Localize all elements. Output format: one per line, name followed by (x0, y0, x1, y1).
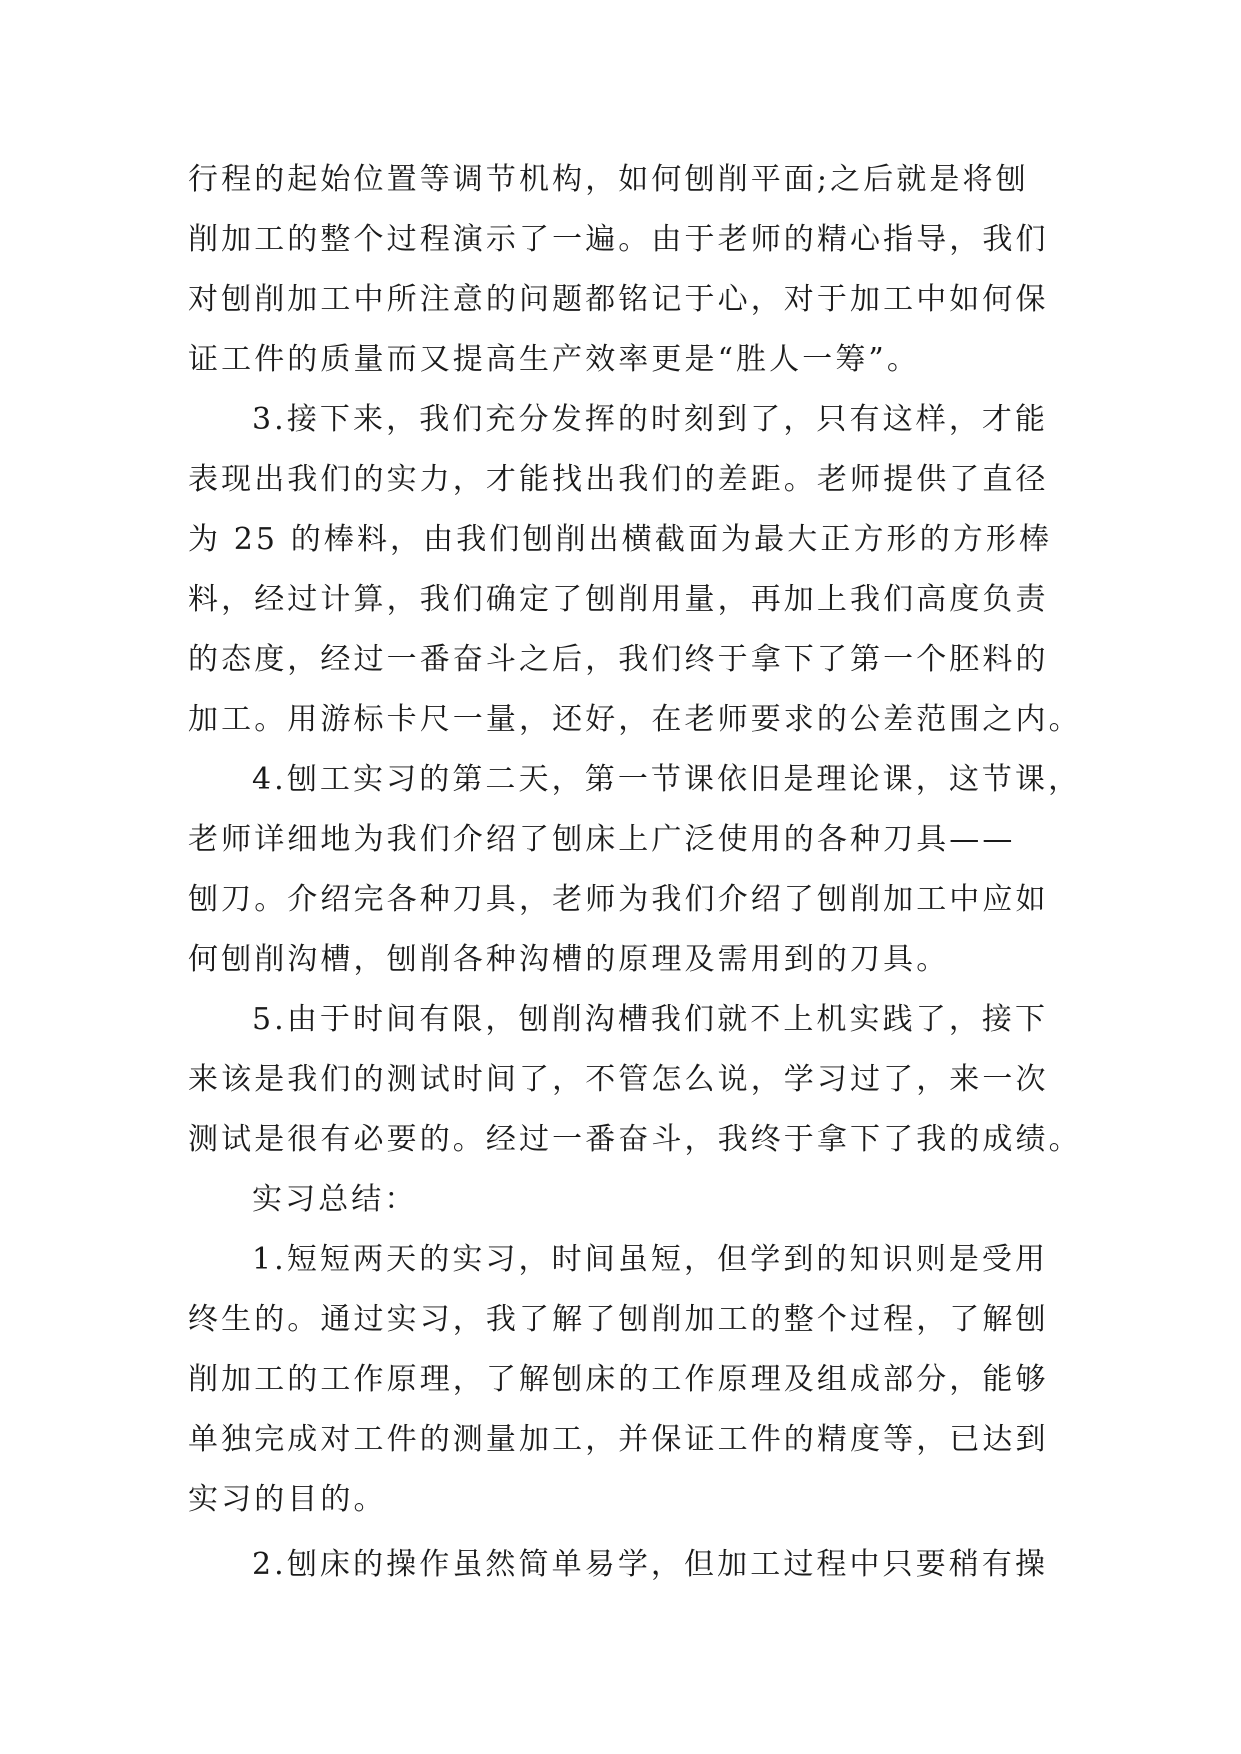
text-line: 加工。用游标卡尺一量，还好，在老师要求的公差范围之内。 (188, 702, 1082, 737)
text-line: 实习的目的。 (188, 1482, 387, 1517)
text-line: 削加工的整个过程演示了一遍。由于老师的精心指导，我们 (188, 222, 1049, 257)
text-line: 表现出我们的实力，才能找出我们的差距。老师提供了直径 (188, 462, 1049, 497)
text-line: 刨刀。介绍完各种刀具，老师为我们介绍了刨削加工中应如 (188, 882, 1049, 917)
text-line: 5.由于时间有限，刨削沟槽我们就不上机实践了，接下 (252, 1002, 1049, 1037)
text-line: 3.接下来，我们充分发挥的时刻到了，只有这样，才能 (252, 402, 1049, 437)
text-line: 何刨削沟槽，刨削各种沟槽的原理及需用到的刀具。 (188, 942, 950, 977)
text-line: 证工件的质量而又提高生产效率更是“胜人一筹”。 (188, 342, 920, 377)
text-line: 料，经过计算，我们确定了刨削用量，再加上我们高度负责 (188, 582, 1049, 617)
text-line: 1.短短两天的实习，时间虽短，但学到的知识则是受用 (252, 1242, 1049, 1277)
text-line: 2.刨床的操作虽然简单易学，但加工过程中只要稍有操 (252, 1547, 1049, 1582)
text-line: 4.刨工实习的第二天，第一节课依旧是理论课，这节课， (252, 762, 1082, 797)
text-line: 的态度，经过一番奋斗之后，我们终于拿下了第一个胚料的 (188, 642, 1049, 677)
text-line: 为 25 的棒料，由我们刨削出横截面为最大正方形的方形棒 (188, 522, 1053, 557)
text-line: 对刨削加工中所注意的问题都铭记于心，对于加工中如何保 (188, 282, 1049, 317)
text-line: 单独完成对工件的测量加工，并保证工件的精度等，已达到 (188, 1422, 1049, 1457)
text-line: 削加工的工作原理，了解刨床的工作原理及组成部分，能够 (188, 1362, 1049, 1397)
text-line: 来该是我们的测试时间了，不管怎么说，学习过了，来一次 (188, 1062, 1049, 1097)
section-heading: 实习总结： (252, 1182, 418, 1217)
text-line: 终生的。通过实习，我了解了刨削加工的整个过程，了解刨 (188, 1302, 1049, 1337)
text-line: 行程的起始位置等调节机构，如何刨削平面;之后就是将刨 (188, 162, 1029, 197)
text-line: 测试是很有必要的。经过一番奋斗，我终于拿下了我的成绩。 (188, 1122, 1082, 1157)
text-line: 老师详细地为我们介绍了刨床上广泛使用的各种刀具—— (188, 822, 1016, 857)
